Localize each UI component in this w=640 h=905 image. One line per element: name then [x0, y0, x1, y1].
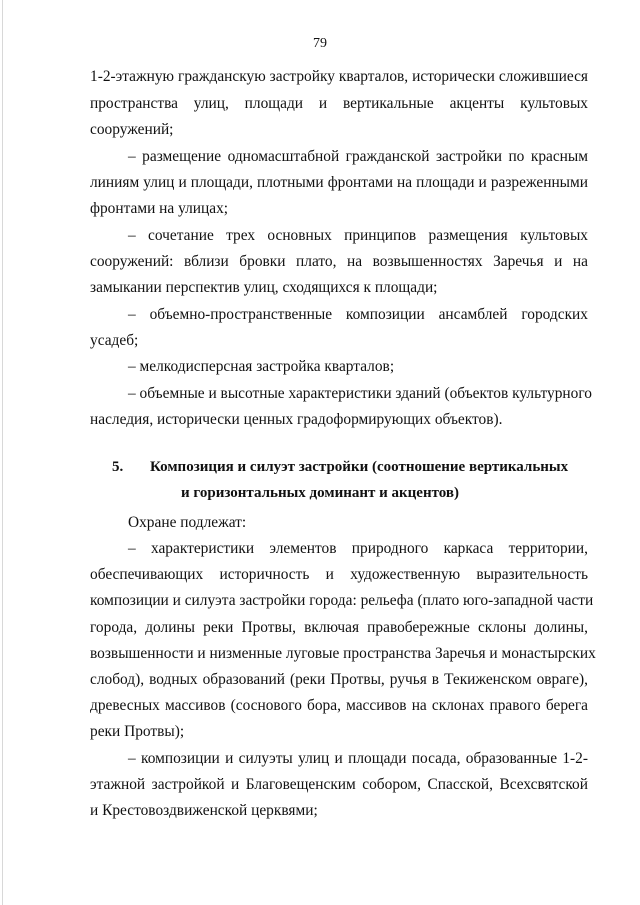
- text-line: пространства улиц, площади и вертикальные акценты культовых: [90, 95, 588, 112]
- text-line: – композиции и силуэты улиц и площади посада, образованные 1-2-: [128, 750, 588, 767]
- section-title-line-1: Композиция и силуэт застройки (соотношение вертикальных: [150, 459, 569, 475]
- text-line: наследия, исторически ценных градоформирующих объектов).: [90, 411, 503, 428]
- section-number: 5.: [112, 459, 124, 475]
- text-line: слобод), водных образований (реки Протвы, ручья в Текиженском овраге),: [90, 671, 588, 688]
- scan-edge-line: [2, 0, 3, 905]
- text-line: сооружений;: [90, 121, 174, 138]
- text-line: – объемно-пространственные композиции ансамблей городских: [128, 306, 588, 323]
- text-line: и Крестовоздвиженской церквями;: [90, 802, 318, 819]
- text-line: композиции и силуэта застройки города: рельефа (плато юго-западной части: [90, 592, 594, 609]
- text-line: древесных массивов (соснового бора, массивов на склонах правого берега: [90, 697, 588, 714]
- page-number: 79: [313, 36, 327, 51]
- text-line: Охране подлежат:: [128, 514, 247, 531]
- text-line: 1-2-этажную гражданскую застройку кварталов, исторически сложившиеся: [90, 68, 588, 85]
- text-line: обеспечивающих историчность и художественную выразительность: [90, 566, 588, 583]
- text-line: возвышенности и низменные луговые пространства Заречья и монастырских: [90, 645, 596, 662]
- text-line: – мелкодисперсная застройка кварталов;: [128, 358, 395, 375]
- text-line: реки Протвы);: [90, 723, 185, 740]
- section-title-line-2: и горизонтальных доминант и акцентов): [181, 485, 459, 501]
- text-line: – характеристики элементов природного каркаса территории,: [128, 540, 588, 557]
- text-line: фронтами на улицах;: [90, 200, 229, 217]
- text-line: – объемные и высотные характеристики зданий (объектов культурного: [128, 385, 592, 402]
- text-line: сооружений: вблизи бровки плато, на возвышенностях Заречья и на: [90, 253, 588, 270]
- text-line: города, долины реки Протвы, включая правобережные склоны долины,: [90, 619, 588, 636]
- text-line: этажной застройкой и Благовещенским собором, Спасской, Всехсвятской: [90, 776, 588, 793]
- text-line: замыкании перспектив улиц, сходящихся к площади;: [90, 279, 438, 296]
- text-line: – сочетание трех основных принципов размещения культовых: [128, 227, 588, 244]
- text-line: – размещение одномасштабной гражданской застройки по красным: [128, 148, 588, 165]
- text-line: усадеб;: [90, 332, 139, 349]
- text-line: линиям улиц и площади, плотными фронтами на площади и разреженными: [90, 174, 588, 191]
